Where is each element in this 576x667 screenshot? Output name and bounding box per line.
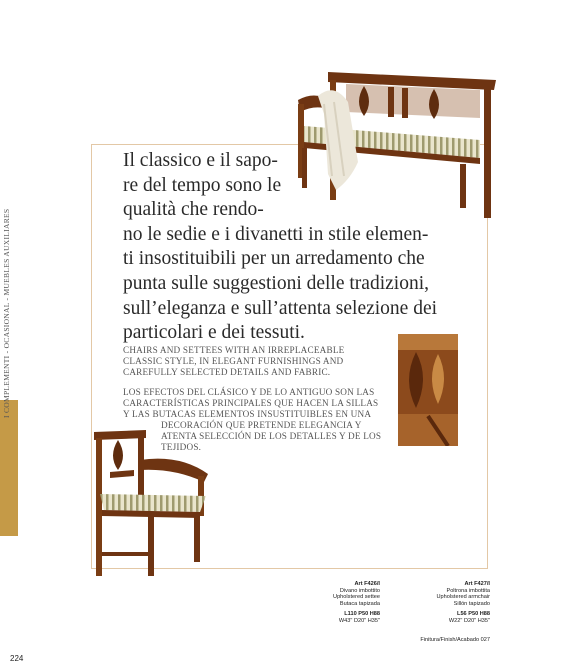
english-text <box>123 345 344 378</box>
product-specs-settee <box>333 581 380 625</box>
article-code: Art F427/I <box>464 581 490 587</box>
headline-line: re del tempo sono le <box>123 174 282 196</box>
headline-line: particolari e dei tessuti. <box>123 322 305 344</box>
headline-line: Il classico e il sapo- <box>123 150 278 171</box>
english-line: CHAIRS AND SETTEES WITH AN IRREPLACEABLE <box>123 345 345 355</box>
spanish-line: ATENTA SELECCIÓN DE LOS DETALLES Y DE LOS <box>161 431 382 441</box>
spanish-line: TEJIDOS. <box>161 442 202 452</box>
spanish-line: DECORACIÓN QUE PRETENDE ELEGANCIA Y <box>161 420 362 430</box>
finish-label: Finitura/Finish/Acabado 027 <box>420 637 490 643</box>
headline-italian <box>123 149 483 346</box>
spanish-line: CARACTERÍSTICAS PRINCIPALES QUE HACEN LA SILLAS <box>123 398 379 408</box>
section-label: I COMPLEMENTI - OCASIONAL - MUEBLES AUXILIARES <box>2 208 11 418</box>
dimensions-imperial: W22" D20" H35" <box>448 617 490 624</box>
page-number: 224 <box>10 654 24 663</box>
spanish-line: Y LAS BUTACAS ELEMENTOS INSUSTITUIBLES EN UNA <box>123 409 372 419</box>
product-name: Sillón tapizado <box>453 600 490 607</box>
product-specs-armchair <box>437 581 490 625</box>
spanish-text <box>123 387 381 453</box>
headline-line: no le sedie e i divanetti in stile elemen- <box>123 223 429 245</box>
dimensions-metric: L56 P50 H88 <box>457 611 490 618</box>
spanish-line: LOS EFECTOS DEL CLÁSICO Y DE LO ANTIGUO SON LAS <box>123 387 375 397</box>
product-name: Divano imbottito <box>339 587 380 594</box>
headline-line: punta sulle suggestioni delle tradizioni, <box>123 272 429 294</box>
product-name: Upholstered settee <box>333 594 380 601</box>
headline-line: qualità che rendo- <box>123 199 264 221</box>
product-name: Poltrona imbottita <box>446 587 490 594</box>
article-code: Art F426/I <box>354 581 380 587</box>
dimensions-metric: L110 P50 H88 <box>344 611 380 618</box>
dimensions-imperial: W43" D20" H35" <box>338 617 380 624</box>
english-line: CAREFULLY SELECTED DETAILS AND FABRIC. <box>123 367 331 377</box>
product-name: Butaca tapizada <box>339 600 380 607</box>
english-line: CLASSIC STYLE, IN ELEGANT FURNISHINGS AND <box>123 356 344 366</box>
product-name: Upholstered armchair <box>436 594 490 601</box>
headline-line: ti insostituibili per un arredamento che <box>123 248 425 270</box>
headline-line: sull’eleganza e sull’attenta selezione dei <box>123 297 438 319</box>
detail-image <box>398 334 458 446</box>
